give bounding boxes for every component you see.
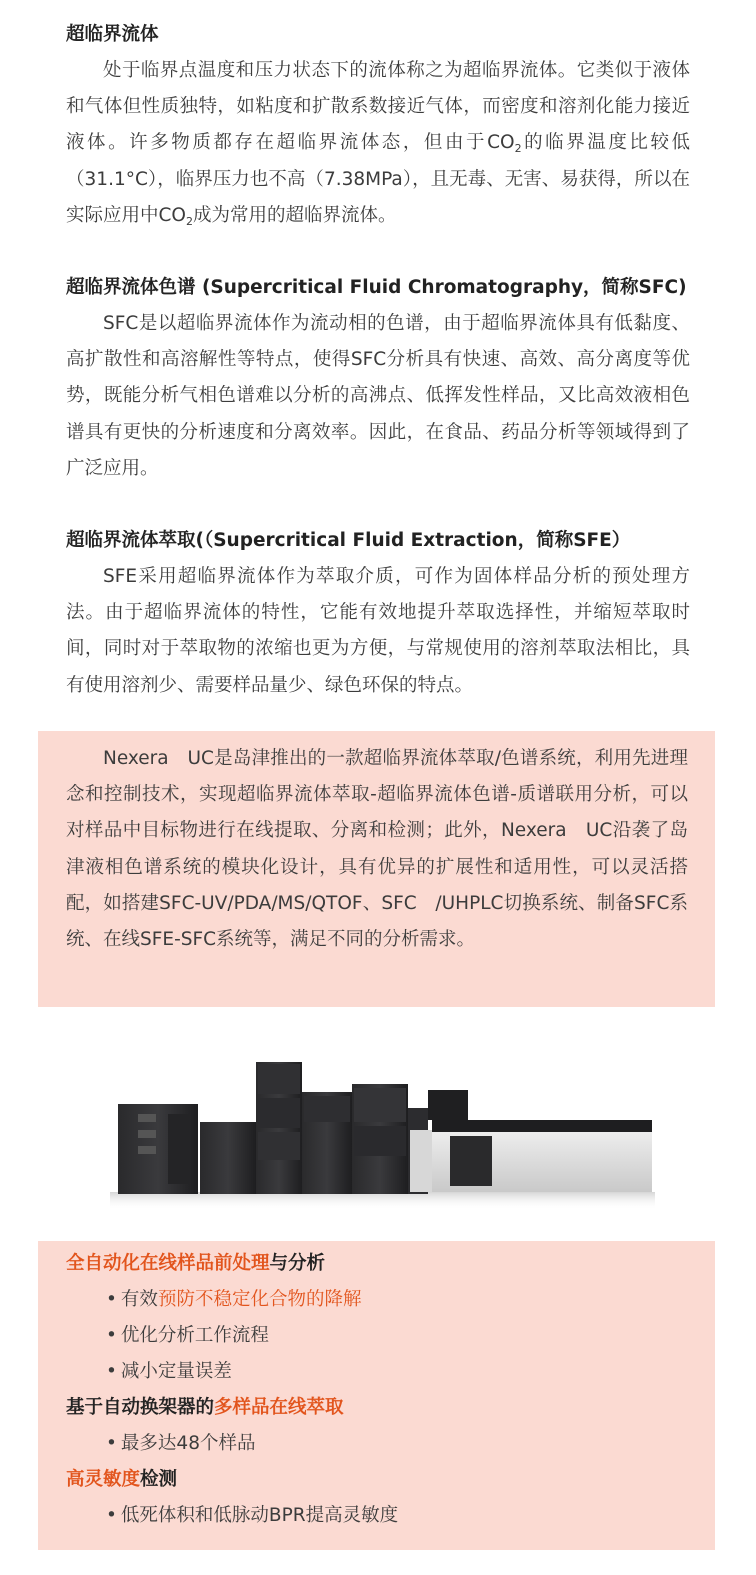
section-title: 超临界流体色谱 (Supercritical Fluid Chromatography，简称SFC) [66,277,687,298]
section-sfc [66,270,690,487]
section-title: 超临界流体 [66,24,159,45]
section-body: SFC是以超临界流体作为流动相的色谱，由于超临界流体具有低黏度、高扩散性和高溶解性等特点，使得SFC分析具有快速、高效、高分离度等优势，既能分析气相色谱难以分析的高沸点、低挥发性样品，又比高效液相色谱具有更快的分析速度和分离效率。因此，在食品、药品分析等领域得到了广泛应用。 [66,313,690,479]
list-item: • 有效预防不稳定化合物的降解 [106,1289,362,1310]
section-body: 处于临界点温度和压力状态下的流体称之为超临界流体。它类似于液体和气体但性质独特，如粘度和扩散系数接近气体，而密度和溶剂化能力接近液体。许多物质都存在超临界流体态，但由于$CO_2$的临界温度比较低（31.1°C），临界压力也不高（7.38MPa），且无毒、无害、易获得，所以在实际应用中$CO_2$成为常用的超临界流体。 [66,60,690,228]
feature-heading-sensitivity: 高灵敏度检测 [66,1469,178,1490]
list-item: • 减小定量误差 [106,1361,232,1382]
list-item: • 优化分析工作流程 [106,1325,269,1346]
feature-heading-multi-sample: 基于自动换架器的多样品在线萃取 [66,1397,344,1418]
nexera-uc-system-image [110,1052,655,1212]
list-item: • 最多达48个样品 [106,1433,256,1454]
section-body: SFE采用超临界流体作为萃取介质，可作为固体样品分析的预处理方法。由于超临界流体的特性，它能有效地提升萃取选择性，并缩短萃取时间，同时对于萃取物的浓缩也更为方便，与常规使用的溶剂萃取法相比，具有使用溶剂少、需要样品量少、绿色环保的特点。 [66,566,690,696]
section-title: 超临界流体萃取(（Supercritical Fluid Extraction，简称SFE） [66,530,631,551]
intro-box [38,731,715,1007]
section-sfe [66,523,690,704]
feature-heading-auto-pretreatment: 全自动化在线样品前处理与分析 [66,1253,326,1274]
section-supercritical-fluid [66,17,690,234]
list-item: • 低死体积和低脉动BPR提高灵敏度 [106,1505,399,1526]
features-box [38,1241,715,1550]
intro-body: Nexera UC是岛津推出的一款超临界流体萃取/色谱系统，利用先进理念和控制技术，实现超临界流体萃取-超临界流体色谱-质谱联用分析，可以对样品中目标物进行在线提取、分离和检测；此外，Nexera UC沿袭了岛津液相色谱系统的模块化设计，具有优异的扩展性和适用性，可以灵活搭配，如搭建SFC-UV/PDA/MS/QTOF、SFC /UHPLC切换系统、制备SFC系统、在线SFE-SFC系统等，满足不同的分析需求。 [66,748,688,951]
